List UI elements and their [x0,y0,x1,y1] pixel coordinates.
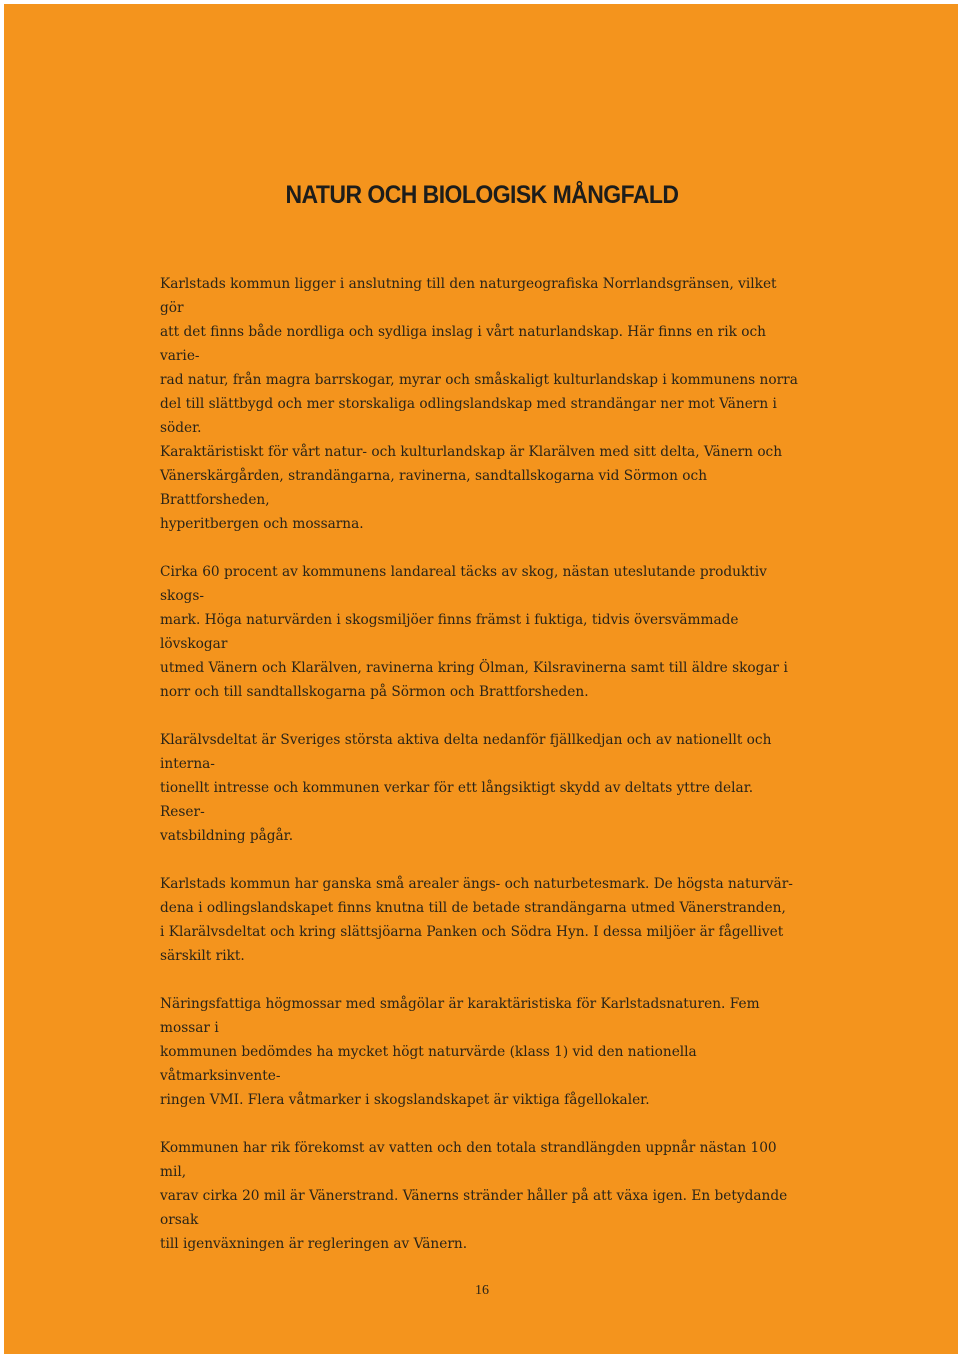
paragraph-forest: Cirka 60 procent av kommunens landareal täcks av skog, nästan uteslutande produktiv skogs- mark. Höga naturvärden i skogsmiljöer finns främst i fuktiga, tidvis översvämmade lövskogar utmed Vänern och Klarälven, ravinerna kring Ölman, Kilsravinerna samt till äldre skogar i norr och till sandtallskogarna på Sörmon och Brattforsheden. [160,564,788,700]
paragraph-water: Kommunen har rik förekomst av vatten och den totala strandlängden uppnår nästan 100 mil, varav cirka 20 mil är Vänerstrand. Vänerns stränder håller på att växa igen. En betydande orsak till igenväxningen är regleringen av Vänern. [160,1140,788,1252]
paragraph-meadows: Karlstads kommun har ganska små arealer ängs- och naturbetesmark. De högsta naturvär- dena i odlingslandskapet finns knutna till de betade strandängarna utmed Vänerstranden, i Klarälvsdeltat och kring slättsjöarna Panken och Södra Hyn. I dessa miljöer är fågellivet särskilt rikt. [160,876,793,964]
paragraph-delta: Klarälvsdeltat är Sveriges största aktiva delta nedanför fjällkedjan och av nationellt och interna- tionellt intresse och kommunen verkar för ett långsiktigt skydd av deltats yttre delar. Reser- vatsbildning pågår. [160,732,772,844]
body-text [160,272,800,1280]
page-title: NATUR OCH BIOLOGISK MÅNGFALD [285,181,679,209]
paragraph-intro: Karlstads kommun ligger i anslutning till den naturgeografiska Norrlandsgränsen, vilket gör att det finns både nordliga och sydliga inslag i vårt naturlandskap. Här finns en rik och varie- rad natur, från magra barrskogar, myrar och småskaligt kulturlandskap i kommunens norra del till slättbygd och mer storskaliga odlingslandskap med strandängar ner mot Vänern i söder. Karaktäristiskt för vårt natur- och kulturlandskap är Klarälven med sitt delta, Vänern och Vänerskärgården, strandängarna, ravinerna, sandtallskogarna vid Sörmon och Brattforsheden, hyperitbergen och mossarna. [160,276,798,532]
page-number: 16 [475,1283,489,1298]
paragraph-mires: Näringsfattiga högmossar med smågölar är karaktäristiska för Karlstadsnaturen. Fem mossar i kommunen bedömdes ha mycket högt naturvärde (klass 1) vid den nationella våtmarksinvente- ringen VMI. Flera våtmarker i skogslandskapet är viktiga fågellokaler. [160,996,760,1108]
